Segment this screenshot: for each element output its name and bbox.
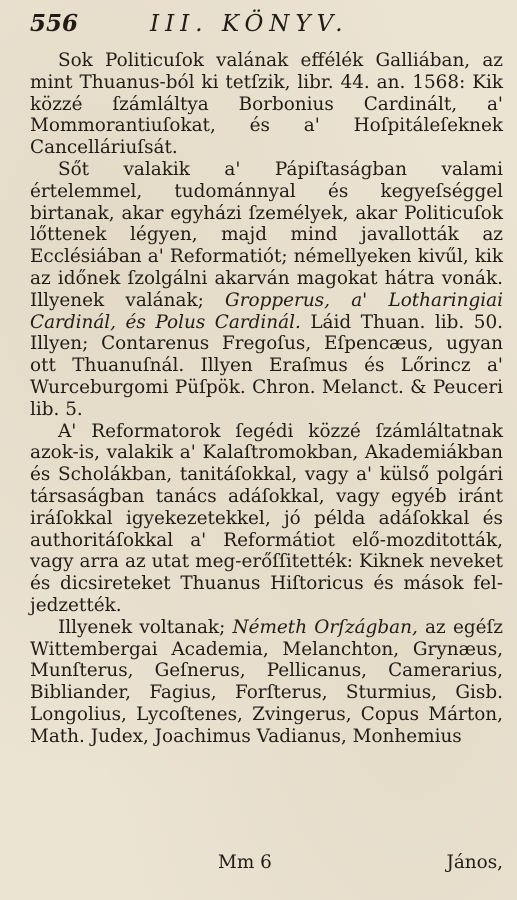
running-head: III. KÖNYV. (150, 11, 349, 37)
text-run: az egéſz Wittembergai Academia, Melanchton, Grynæus, Munſterus, Geſnerus, Pellicanus, Camerarius, Bibliander, Fagius, Forſterus, Sturmius, Gisb. Longolius, Lycoſtenes, Zvingerus, Copus Márton, Math. Judex, Joachimus Vadianus, Monhemius (30, 616, 503, 747)
paragraph (30, 159, 503, 421)
signature-mark: Mm 6 (218, 852, 272, 873)
page-footer (30, 852, 503, 880)
text-run: Sőt valakik a' Pápiſtaságban valami értelemmel, tudománnyal és kegyeſséggel birtanak, akar egyházi ſzemélyek, akar Politicuſok lőttenek légyen, majd mind javallották az Ecclésiában a' Reformatiót; némellyeken kivűl, kik az időnek ſzolgálni akarván magokat hátra vonák. Illyenek valának; (30, 158, 503, 311)
paragraph (30, 50, 503, 159)
text-run: Illyenek voltanak; (58, 616, 233, 638)
text-run: A' Reformatorok ſegédi közzé ſzámláltatnak azok-is, valakik a' Kalaſtromokban, Akademiákban és Scholákban, tanitáſokkal, vagy a' külső polgári társaságban tanács adáſokkal, vagy egyéb iránt iráſokkal igyekezetekkel, jó példa adáſokkal és authoritáſokkal a' Reformátiot elő-mozditották, vagy arra az utat meg-erőſſitették: Kiknek neveket és dicsireteket Thuanus Hiſtoricus és mások fel-jedzették. (30, 420, 503, 616)
italic-text: Gropperus, a' Lotharingiai Cardinál, és Polus Cardinál. (30, 289, 503, 333)
page-header (30, 10, 503, 48)
catchword: János, (446, 852, 503, 873)
italic-text: Németh Orſzágban, (232, 616, 418, 638)
body-text (30, 50, 503, 748)
page-number: 556 (30, 10, 79, 37)
paragraph (30, 617, 503, 748)
paragraph (30, 421, 503, 617)
text-run: Láid Thuan. lib. 50. Illyen; Contarenus Fregoſus, Eſpencæus, ugyan ott Thuanuſnál. Illyen Eraſmus és Lőrincz a' Wurceburgomi Püſpök. Chron. Melanct. & Peuceri lib. 5. (30, 311, 503, 420)
text-run: Sok Politicuſok valának effélék Galliában, az mint Thuanus-ból ki tetſzik, libr. 44. an. 1568: Kik közzé ſzámláltya Borbonius Cardinált, a' Mommorantiuſokat, és a' Hoſpitáleſeknek Cancelláriuſsát. (30, 50, 503, 159)
